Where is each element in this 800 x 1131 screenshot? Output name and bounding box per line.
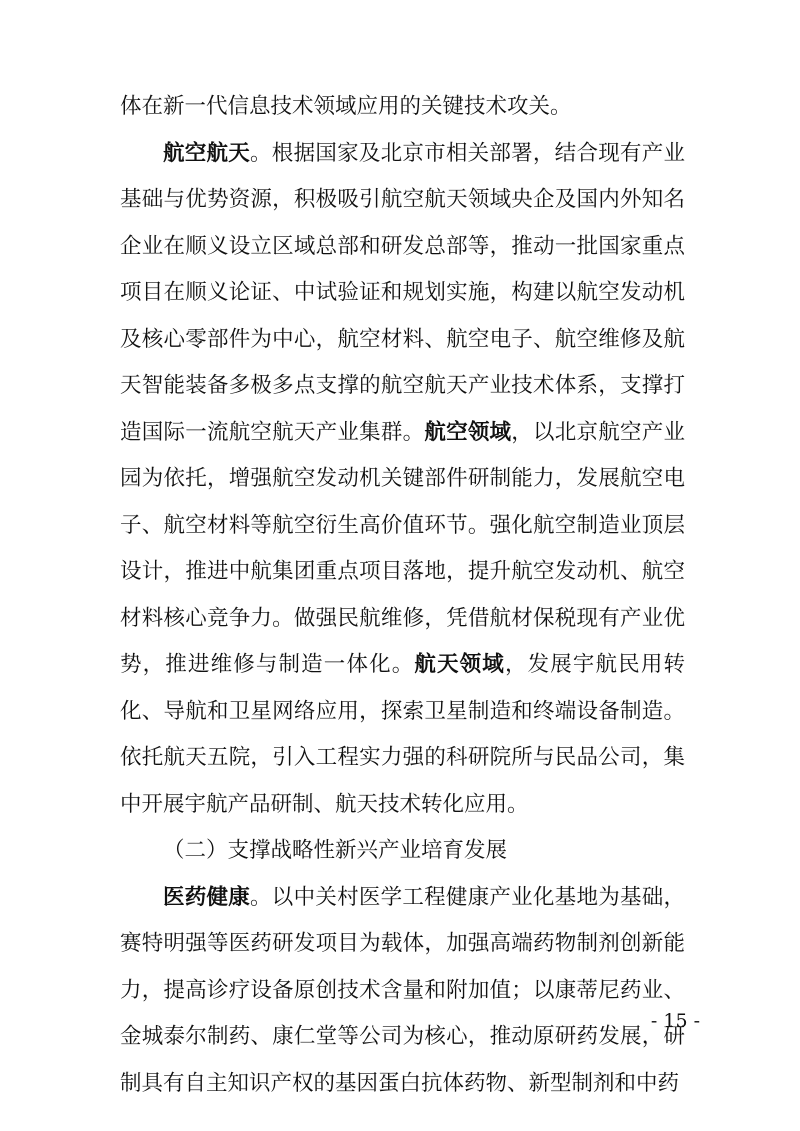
inline-heading-aviation: 航空领域 [424,419,512,445]
paragraph-medicine [120,875,685,1108]
paragraph-text: 。根据国家及北京市相关部署，结合现有产业基础与优势资源，积极吸引航空航天领域央企及国内外知名企业在顺义设立区域总部和研发总部等，推动一批国家重点项目在顺义论证、中试验证和规划实施，构建以航空发动机及核心零部件为中心，航空材料、航空电子、航空维修及航天智能装备多极多点支撑的航空航天产业技术体系，支撑打造国际一流航空航天产业集群。 [120,140,685,445]
paragraph-text: 体在新一代信息技术领域应用的关键技术攻关。 [120,94,572,119]
section-heading: （二）支撑战略性新兴产业培育发展 [163,838,508,863]
paragraph-lead-medicine: 医药健康 [163,884,251,910]
paragraph-lead-aerospace: 航空航天 [163,140,251,166]
inline-heading-space: 航天领域 [414,652,505,677]
paragraph-text: ，以北京航空产业园为依托，增强航空发动机关键部件研制能力，发展航空电子、航空材料等航空衍生高价值环节。强化航空制造业顶层设计，推进中航集团重点项目落地，提升航空发动机、航空材料核心竞争力。做强民航维修，凭借航材保税现有产业优势，推进维修与制造一体化。 [120,419,685,677]
paragraph-continuation [120,84,685,131]
body-text [120,84,685,1107]
paragraph-text: ，发展宇航民用转化、导航和卫星网络应用，探索卫星制造和终端设备制造。依托航天五院，引入工程实力强的科研院所与民品公司，集中开展宇航产品研制、航天技术转化应用。 [120,652,685,817]
page-number: - 15 - [650,1010,700,1032]
paragraph-aerospace [120,131,685,829]
paragraph-text: 。以中关村医学工程健康产业化基地为基础，赛特明强等医药研发项目为载体，加强高端药物制剂创新能力，提高诊疗设备原创技术含量和附加值；以康蒂尼药业、金城泰尔制药、康仁堂等公司为核心，推动原研药发展，研制具有自主知识产权的基因蛋白抗体药物、新型制剂和中药 [120,884,685,1096]
